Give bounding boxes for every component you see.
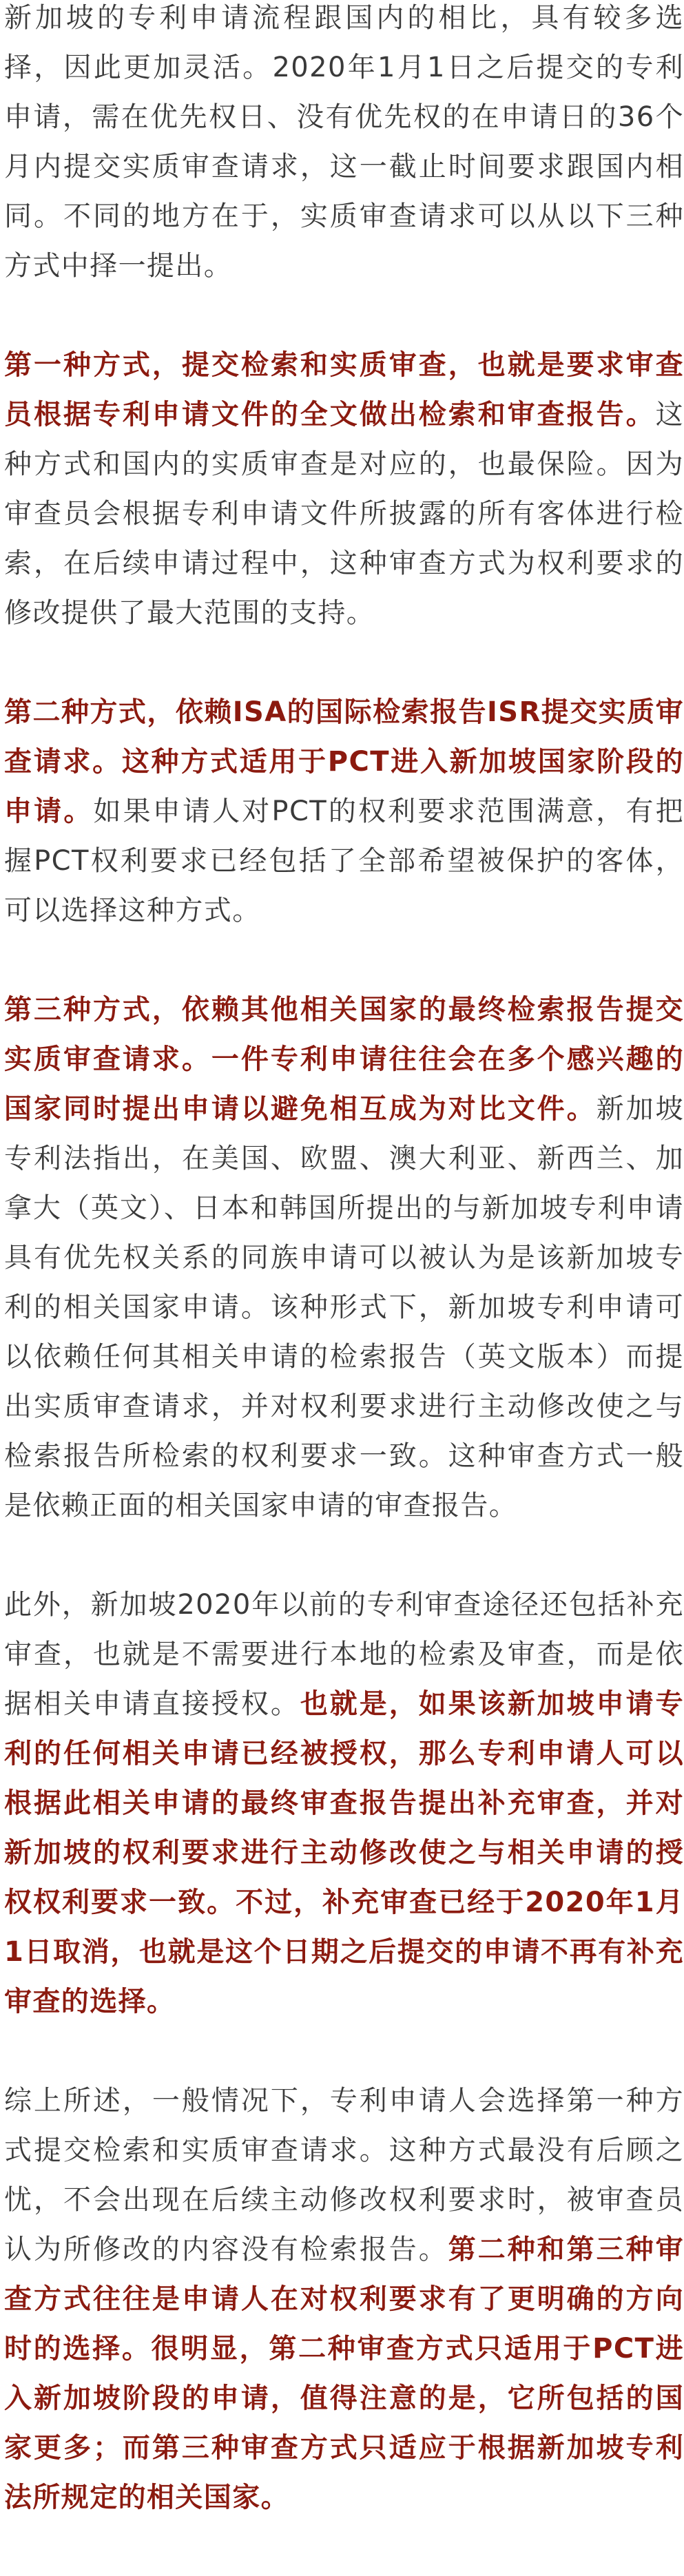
highlight-text: 第二种和第三种审查方式往往是申请人在对权利要求有了更明确的方向时的选择。很明显，第二种审查方式只适用于PCT进入新加坡阶段的申请，值得注意的是，它所包括的国家更多；而第三种审查方式只适应于根据新加坡专利法所规定的相关国家。 (4, 2234, 684, 2513)
paragraph-method-three (4, 985, 684, 1530)
highlight-text: 第一种方式，提交检索和实质审查，也就是要求审查员根据专利申请文件的全文做出检索和审查报告。 (4, 349, 684, 430)
paragraph-method-two (4, 687, 684, 935)
paragraph-supplementary (4, 1580, 684, 2026)
highlight-text: 第二种方式，依赖ISA的国际检索报告ISR提交实质审查请求。这种方式适用于PCT进入新加坡国家阶段的申请。 (4, 696, 684, 827)
paragraph-method-one (4, 340, 684, 638)
paragraph-text: 新加坡的专利申请流程跟国内的相比，具有较多选择，因此更加灵活。2020年1月1日之后提交的专利申请，需在优先权日、没有优先权的在申请日的36个月内提交实质审查请求，这一截止时间要求跟国内相同。不同的地方在于，实质审查请求可以从以下三种方式中择一提出。 (4, 2, 684, 282)
paragraph-text: 此外，新加坡2020年以前的专利审查途径还包括补充审查，也就是不需要进行本地的检索及审查，而是依据相关申请直接授权。 (4, 1589, 684, 1720)
paragraph-text: 如果申请人对PCT的权利要求范围满意，有把握PCT权利要求已经包括了全部希望被保护的客体，可以选择这种方式。 (4, 796, 684, 926)
highlight-text: 第三种方式，依赖其他相关国家的最终检索报告提交实质审查请求。一件专利申请往往会在多个感兴趣的国家同时提出申请以避免相互成为对比文件。 (4, 994, 684, 1125)
highlight-text: 也就是，如果该新加坡申请专利的任何相关申请已经被授权，那么专利申请人可以根据此相关申请的最终审查报告提出补充审查，并对新加坡的权利要求进行主动修改使之与相关申请的授权权利要求一致。不过，补充审查已经于2020年1月1日取消，也就是这个日期之后提交的申请不再有补充审查的选择。 (4, 1688, 684, 2017)
paragraph-intro (4, 0, 684, 291)
paragraph-text: 这种方式和国内的实质审查是对应的，也最保险。因为审查员会根据专利申请文件所披露的所有客体进行检索，在后续申请过程中，这种审查方式为权利要求的修改提供了最大范围的支持。 (4, 399, 684, 629)
paragraph-text: 综上所述，一般情况下，专利申请人会选择第一种方式提交检索和实质审查请求。这种方式最没有后顾之忧，不会出现在后续主动修改权利要求时，被审查员认为所修改的内容没有检索报告。 (4, 2085, 684, 2265)
paragraph-text: 新加坡专利法指出，在美国、欧盟、澳大利亚、新西兰、加拿大（英文）、日本和韩国所提出的与新加坡专利申请具有优先权关系的同族申请可以被认为是该新加坡专利的相关国家申请。该种形式下，新加坡专利申请可以依赖任何其相关申请的检索报告（英文版本）而提出实质审查请求，并对权利要求进行主动修改使之与检索报告所检索的权利要求一致。这种审查方式一般是依赖正面的相关国家申请的审查报告。 (4, 1093, 684, 1521)
paragraph-summary (4, 2076, 684, 2522)
